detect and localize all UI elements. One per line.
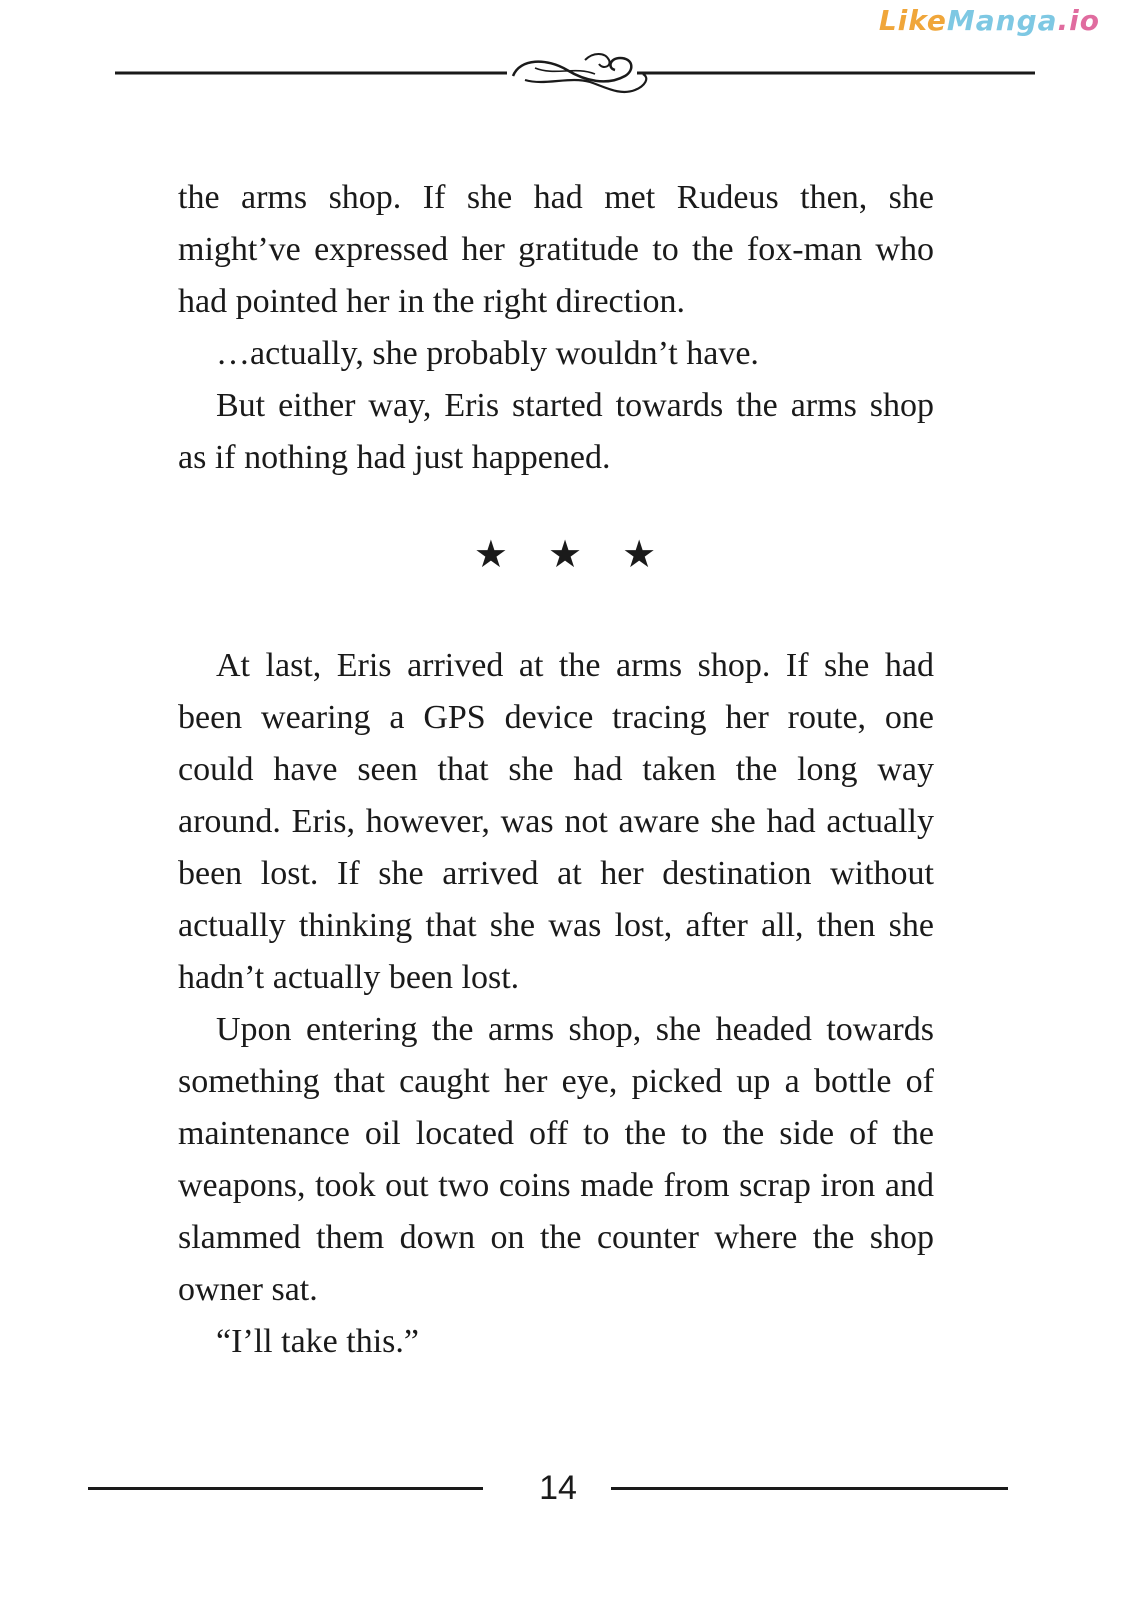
paragraph: At last, Eris arrived at the arms shop. If she had been wearing a GPS device tracing her route, one could have seen that she had taken the long way around. Eris, however, was not aware she had actually been lost. If she arrived at her destination without actually thinking that she was lost, after all, then she hadn’t actually been lost. xyxy=(178,647,934,996)
paragraph-continuation: the arms shop. If she had met Rudeus then, she might’ve expressed her gratitude to the fox-man who had pointed her in the right direction. xyxy=(178,179,934,320)
watermark-part-3: .io xyxy=(1057,4,1100,37)
dialogue-line: “I’ll take this.” xyxy=(216,1323,419,1360)
watermark-logo xyxy=(879,4,1100,37)
paragraph: …actually, she probably wouldn’t have. xyxy=(216,335,759,372)
footer-rule-left xyxy=(88,1487,483,1490)
text-section-after-break xyxy=(178,640,934,1368)
footer-rule-right xyxy=(611,1487,1008,1490)
paragraph: Upon entering the arms shop, she headed towards something that caught her eye, picked up a bottle of maintenance oil located off to the to the side of the weapons, took out two coins made from scrap iron and slammed them down on the counter where the shop owner sat. xyxy=(178,1011,934,1308)
watermark-part-2: Manga xyxy=(946,4,1058,37)
paragraph: But either way, Eris started towards the arms shop as if nothing had just happened. xyxy=(178,387,934,476)
text-section-before-break xyxy=(178,172,934,484)
flourish-ornament-icon xyxy=(115,46,1035,102)
page-number: 14 xyxy=(539,1469,577,1507)
scene-break-stars: ★ ★ ★ xyxy=(473,532,671,576)
page-footer xyxy=(88,1465,1008,1515)
watermark-part-1: Like xyxy=(878,4,947,37)
